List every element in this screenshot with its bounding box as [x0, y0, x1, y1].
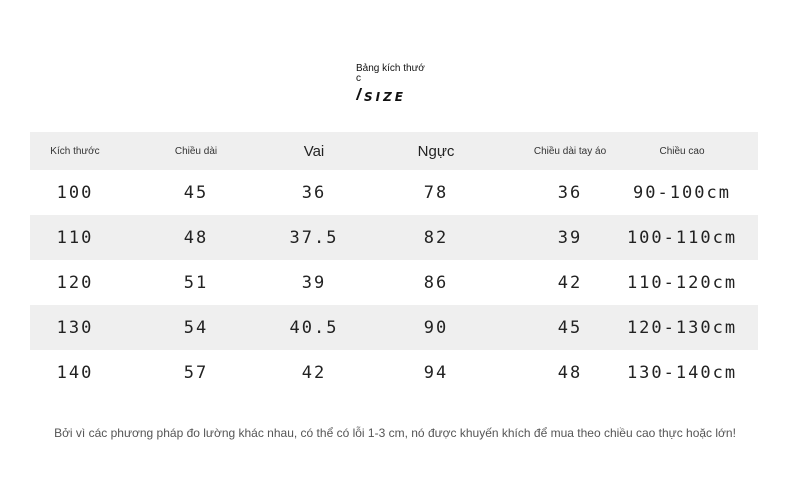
cell-chest: 78: [423, 182, 449, 203]
cell-height: 100-110cm: [626, 227, 738, 248]
size-table: [30, 132, 758, 395]
header-height: Chiều cao: [659, 145, 705, 157]
table-row: [30, 215, 758, 260]
size-chart-title: [356, 64, 436, 84]
cell-length: 54: [183, 317, 209, 338]
title-slash-decoration: [356, 88, 362, 100]
cell-chest: 82: [423, 227, 449, 248]
measurement-note: Bởi vì các phương pháp đo lường khác nhau, có thể có lỗi 1-3 cm, nó được khuyến khích để mua theo chiều cao thực hoặc lớn!: [54, 426, 736, 440]
size-chart-title-tail: c: [356, 73, 361, 84]
cell-sleeve-length: 42: [557, 272, 583, 293]
cell-size: 140: [56, 362, 94, 383]
cell-chest: 86: [423, 272, 449, 293]
cell-length: 45: [183, 182, 209, 203]
size-chart-title-text: Bảng kích thướ: [356, 63, 425, 74]
table-row: [30, 305, 758, 350]
header-shoulder: Vai: [303, 142, 325, 160]
cell-sleeve-length: 36: [557, 182, 583, 203]
cell-shoulder: 39: [301, 272, 327, 293]
cell-size: 100: [56, 182, 94, 203]
cell-length: 57: [183, 362, 209, 383]
table-row: [30, 170, 758, 215]
header-sleeve-length: Chiều dài tay áo: [533, 145, 607, 157]
cell-height: 120-130cm: [626, 317, 738, 338]
cell-height: 90-100cm: [633, 182, 731, 203]
cell-sleeve-length: 48: [557, 362, 583, 383]
cell-height: 130-140cm: [626, 362, 738, 383]
cell-size: 130: [56, 317, 94, 338]
cell-length: 48: [183, 227, 209, 248]
table-header-row: [30, 132, 758, 170]
header-length: Chiều dài: [174, 145, 218, 157]
cell-shoulder: 37.5: [289, 227, 339, 248]
cell-size: 110: [56, 227, 94, 248]
cell-height: 110-120cm: [626, 272, 738, 293]
cell-length: 51: [183, 272, 209, 293]
cell-shoulder: 42: [301, 362, 327, 383]
cell-chest: 94: [423, 362, 449, 383]
size-heading: SIZE: [364, 90, 407, 104]
cell-chest: 90: [423, 317, 449, 338]
cell-sleeve-length: 45: [557, 317, 583, 338]
table-row: [30, 260, 758, 305]
header-size: Kích thước: [50, 145, 100, 157]
cell-sleeve-length: 39: [557, 227, 583, 248]
header-chest: Ngực: [417, 142, 455, 160]
table-row: [30, 350, 758, 395]
cell-size: 120: [56, 272, 94, 293]
cell-shoulder: 36: [301, 182, 327, 203]
cell-shoulder: 40.5: [289, 317, 339, 338]
